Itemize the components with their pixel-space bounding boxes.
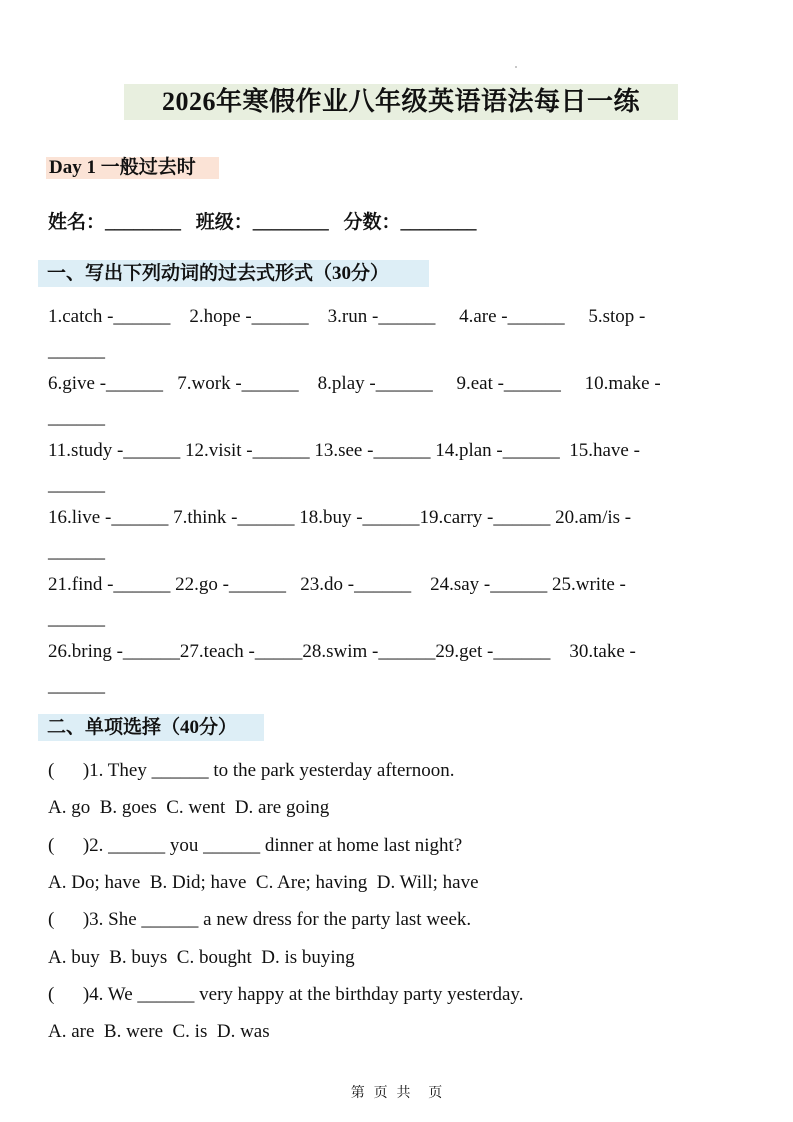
day-label: Day 1 一般过去时 (46, 157, 219, 179)
question-stem: ( )1. They ______ to the park yesterday afternoon. (48, 760, 455, 781)
verb-row: 6.give -______ 7.work -______ 8.play -______ 9.eat -______ 10.make - (48, 373, 661, 394)
student-info-line (48, 210, 477, 236)
verb-row-continuation: ______ (48, 608, 105, 629)
page-title: 2026年寒假作业八年级英语语法每日一练 (124, 84, 678, 120)
question-options: A. Do; have B. Did; have C. Are; having D. Will; have (48, 872, 479, 893)
question-stem: ( )3. She ______ a new dress for the party last week. (48, 909, 472, 930)
verb-row-continuation: ______ (48, 541, 105, 562)
verb-row: 21.find -______ 22.go -______ 23.do -______ 24.say -______ 25.write - (48, 574, 626, 595)
question-options: A. buy B. buys C. bought D. is buying (48, 947, 355, 968)
page-footer: 第 页 共 页 (350, 1085, 443, 1101)
name-field: 姓名：________ (48, 212, 182, 233)
section-1-heading: 一、写出下列动词的过去式形式（30分） (38, 260, 429, 287)
question-options: A. are B. were C. is D. was (48, 1021, 270, 1042)
verb-row: 11.study -______ 12.visit -______ 13.see -______ 14.plan -______ 15.have - (48, 440, 640, 461)
verb-row-continuation: ______ (48, 340, 105, 361)
verb-row-continuation: ______ (48, 407, 105, 428)
question-stem: ( )4. We ______ very happy at the birthday party yesterday. (48, 984, 524, 1005)
question-options: A. go B. goes C. went D. are going (48, 797, 330, 818)
scan-dot (515, 66, 517, 68)
section-2-heading: 二、单项选择（40分） (38, 714, 264, 741)
class-field: 班级：________ (195, 212, 329, 233)
verb-row-continuation: ______ (48, 675, 105, 696)
question-stem: ( )2. ______ you ______ dinner at home last night? (48, 835, 463, 856)
score-field: 分数：________ (343, 212, 477, 233)
verb-row-continuation: ______ (48, 474, 105, 495)
verb-row: 26.bring -______27.teach -_____28.swim -______29.get -______ 30.take - (48, 641, 636, 662)
verb-row: 16.live -______ 7.think -______ 18.buy -______19.carry -______ 20.am/is - (48, 507, 632, 528)
verb-row: 1.catch -______ 2.hope -______ 3.run -______ 4.are -______ 5.stop - (48, 306, 646, 327)
